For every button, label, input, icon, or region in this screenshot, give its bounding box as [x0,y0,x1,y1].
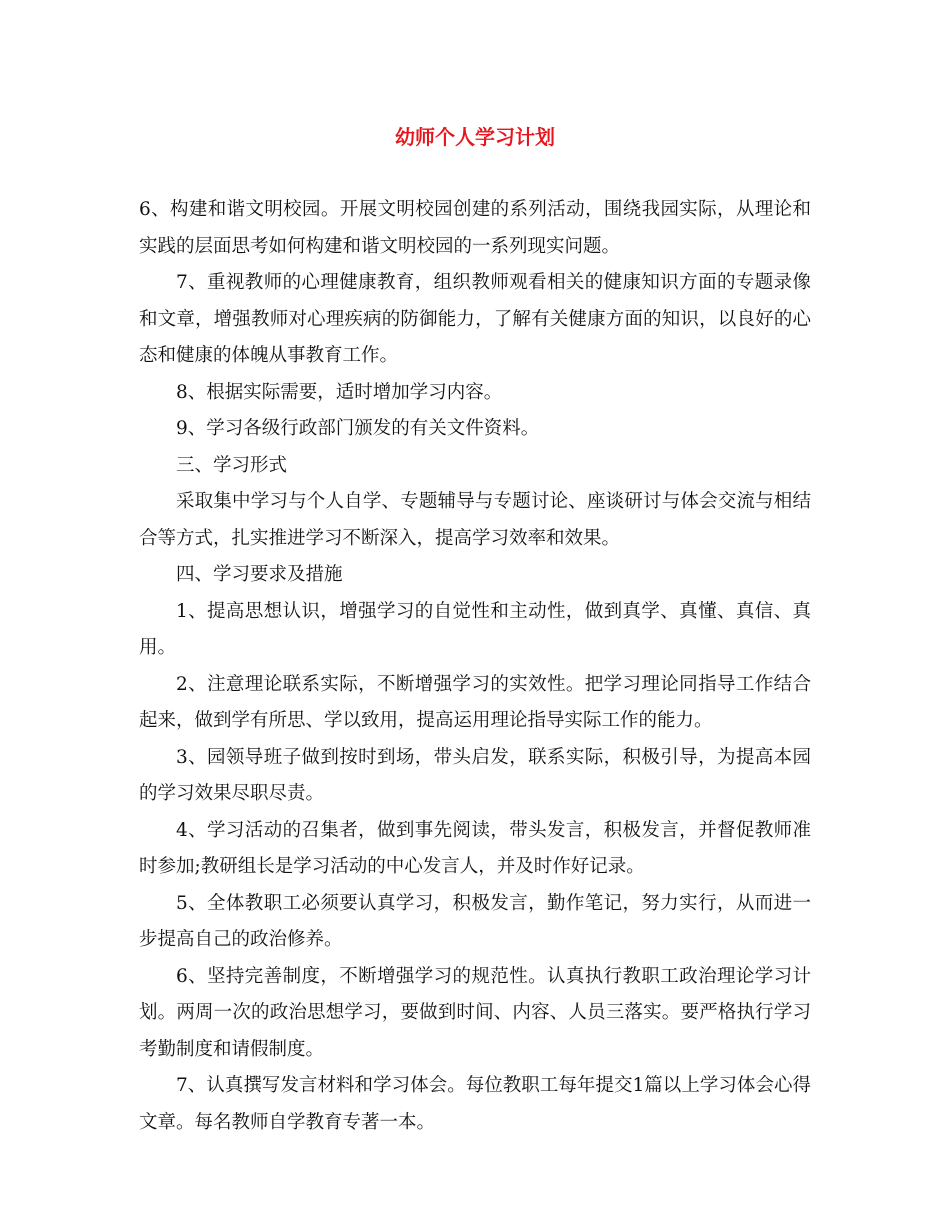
document-body [139,192,811,1141]
section-heading-requirements: 四、学习要求及措施 [176,564,343,585]
document-title: 幼师个人学习计划 [395,125,555,149]
requirement-item-7: 7、认真撰写发言材料和学习体会。每位教职工每年提交1篇以上学习体会心得文章。每名教师自学教育专著一本。 [139,1075,811,1133]
requirement-item-4: 4、学习活动的召集者，做到事先阅读，带头发言，积极发言，并督促教师准时参加;教研组长是学习活动的中心发言人，并及时作好记录。 [139,819,811,877]
requirement-item-6: 6、坚持完善制度，不断增强学习的规范性。认真执行教职工政治理论学习计划。两周一次的政治思想学习，要做到时间、内容、人员三落实。要严格执行学习考勤制度和请假制度。 [139,965,811,1060]
paragraph-item-6: 6、构建和谐文明校园。开展文明校园创建的系列活动，围绕我园实际，从理论和实践的层面思考如何构建和谐文明校园的一系列现实问题。 [139,199,811,257]
paragraph-item-9: 9、学习各级行政部门颁发的有关文件资料。 [176,418,540,439]
section-heading-learning-form: 三、学习形式 [176,454,288,476]
requirement-item-5: 5、全体教职工必须要认真学习，积极发言，勤作笔记，努力实行，从而进一步提高自己的政治修养。 [139,892,811,950]
requirement-item-2: 2、注意理论联系实际，不断增强学习的实效性。把学习理论同指导工作结合起来，做到学有所思、学以致用，提高运用理论指导实际工作的能力。 [139,673,811,731]
requirement-item-3: 3、园领导班子做到按时到场，带头启发，联系实际，积极引导，为提高本园的学习效果尽职尽责。 [139,746,811,804]
requirement-item-1: 1、提高思想认识，增强学习的自觉性和主动性，做到真学、真懂、真信、真用。 [139,600,811,658]
paragraph-learning-form: 采取集中学习与个人自学、专题辅导与专题讨论、座谈研讨与体会交流与相结合等方式，扎实推进学习不断深入，提高学习效率和效果。 [139,491,811,549]
paragraph-item-8: 8、根据实际需要，适时增加学习内容。 [176,381,503,403]
paragraph-item-7: 7、重视教师的心理健康教育，组织教师观看相关的健康知识方面的专题录像和文章，增强教师对心理疾病的防御能力，了解有关健康方面的知识，以良好的心态和健康的体魄从事教育工作。 [139,272,811,366]
